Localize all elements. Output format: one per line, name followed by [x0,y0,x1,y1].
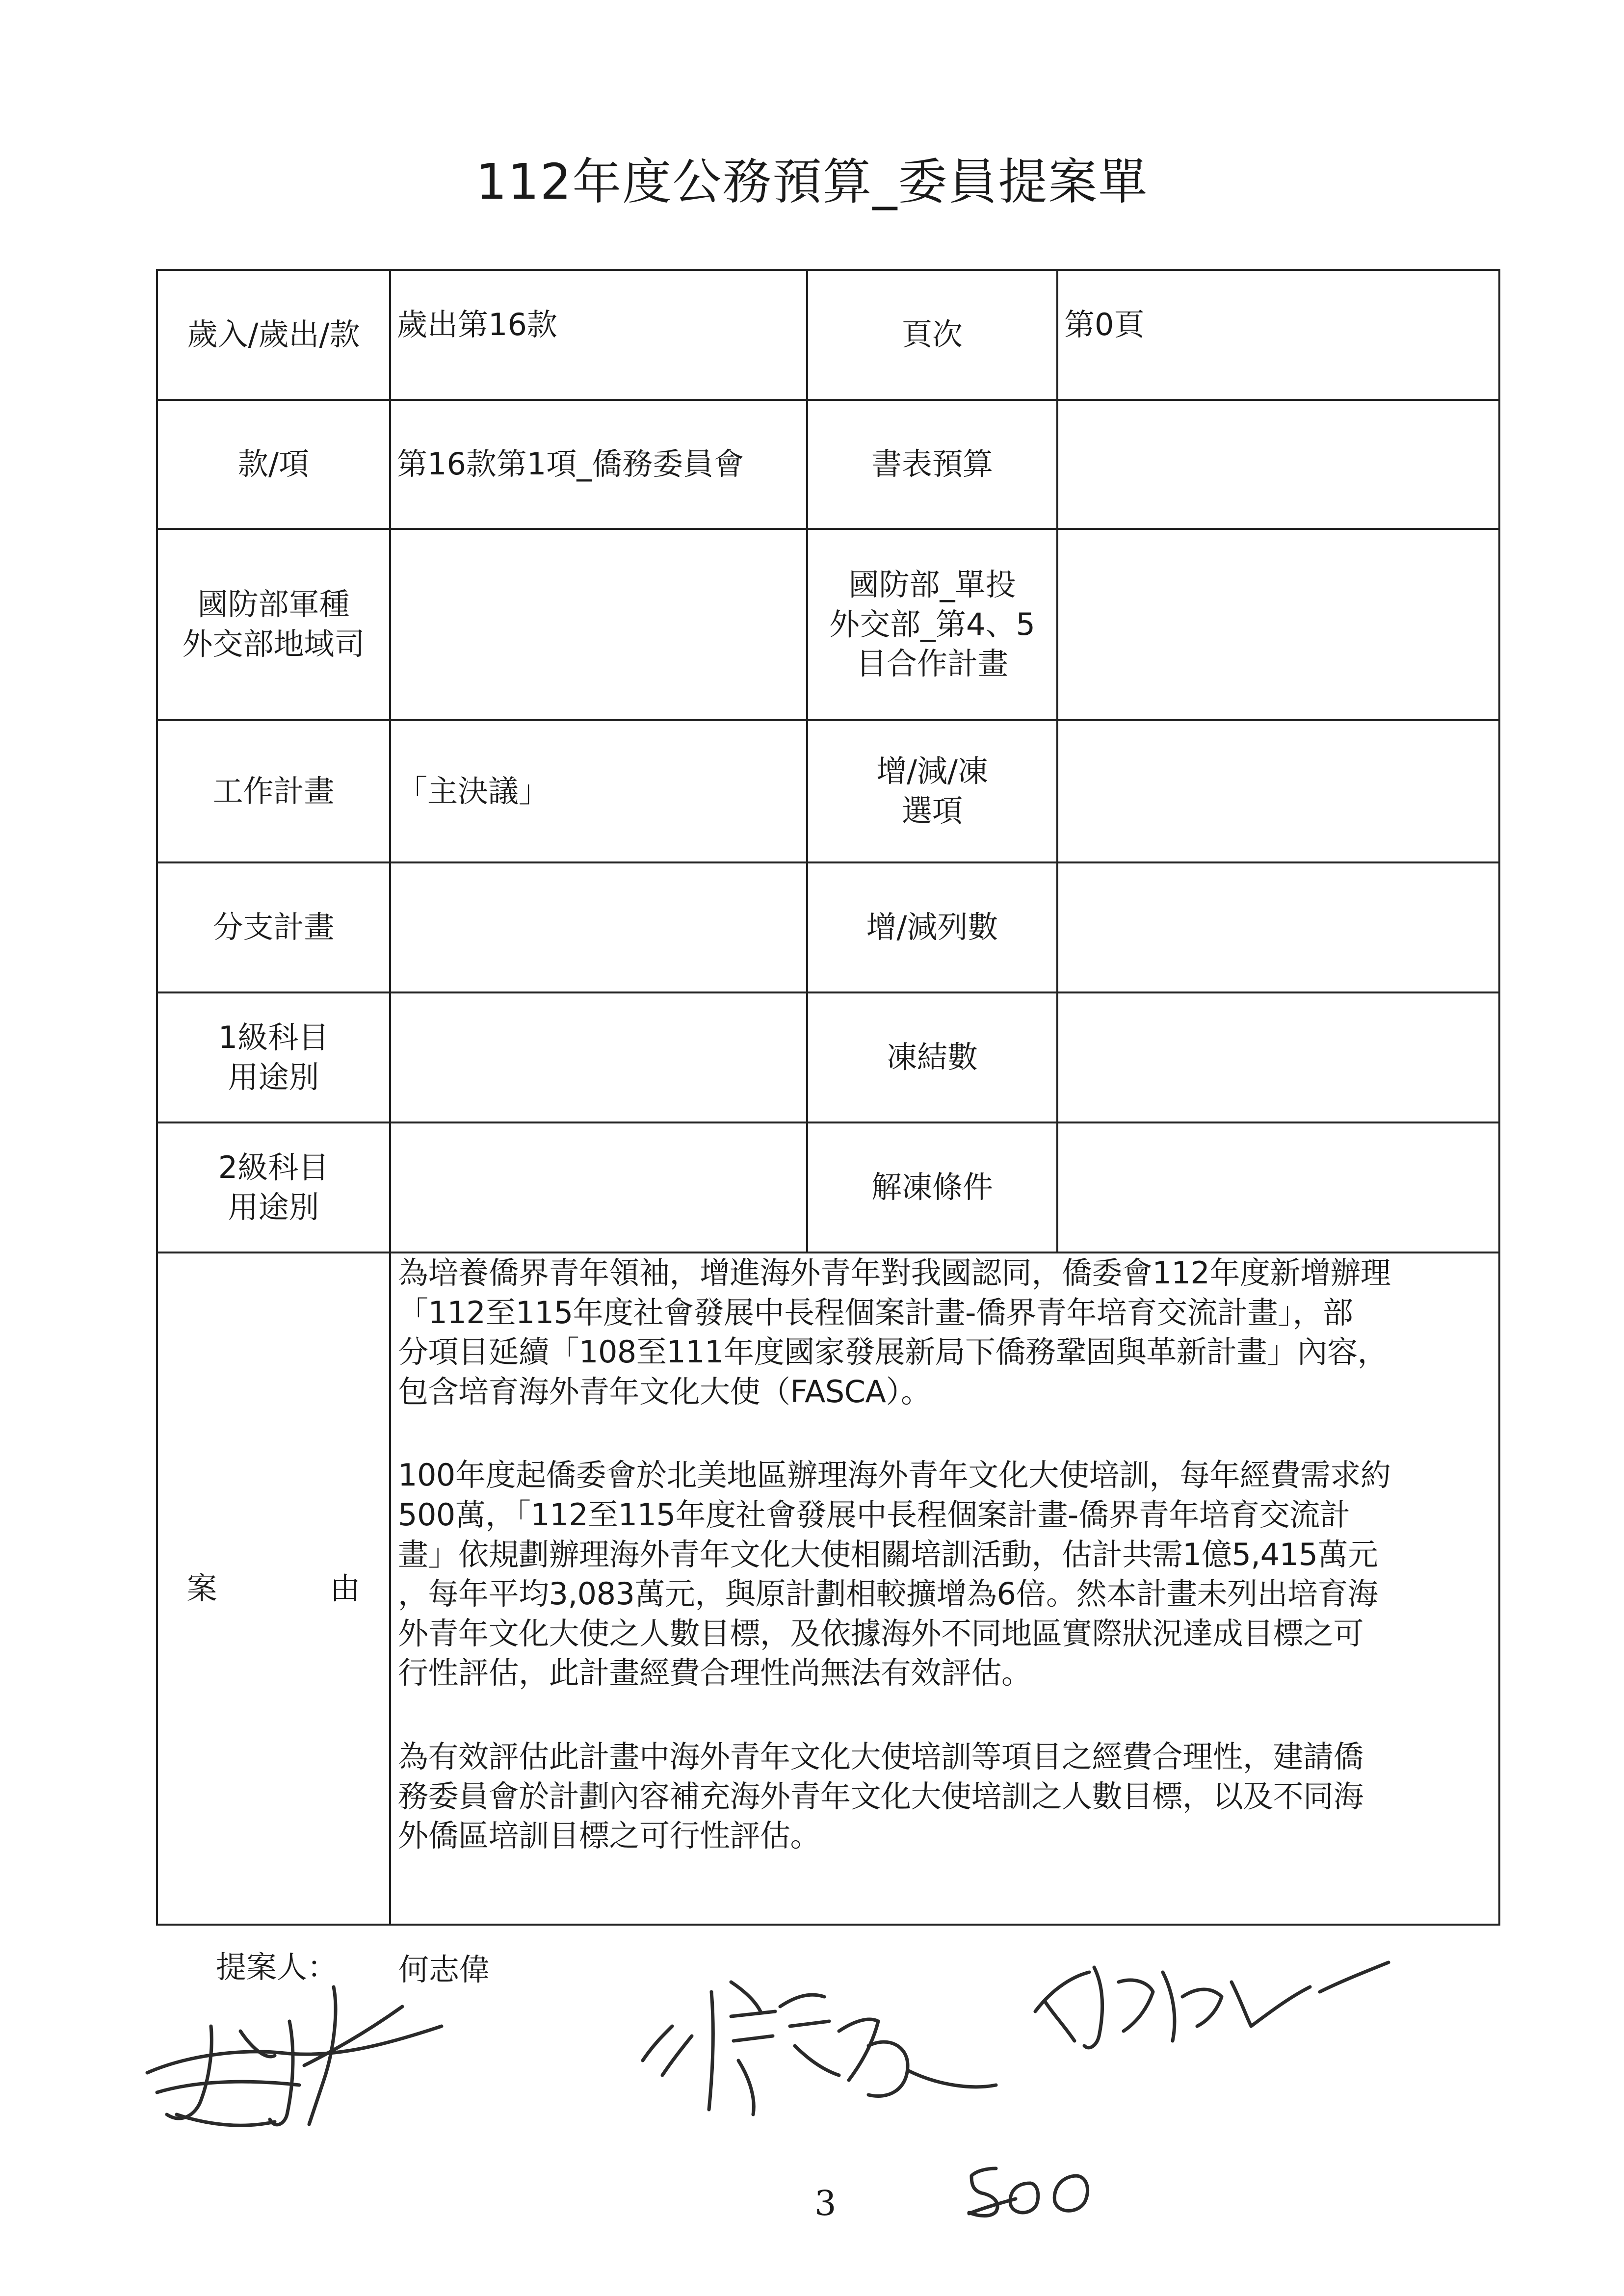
value-work-plan: 「主決議」 [390,720,807,862]
reason-paragraph-3: 為有效評估此計畫中海外青年文化大使培訓等項目之經費合理性，建請僑 務委員會於計劃內容補充海外青年文化大使培訓之人數目標，以及不同海 外僑區培訓目標之可行性評估。 [398,1738,1364,1854]
value-level2-subject [390,1122,807,1252]
value-level1-subject [390,992,807,1122]
label-level2-subject: 2級科目 用途別 [157,1122,390,1252]
value-defense-project [1057,529,1499,720]
signature-3 [1025,1943,1398,2070]
value-adjust-amount [1057,862,1499,992]
label-defense-project: 國防部_單投 外交部_第4、5 目合作計畫 [807,529,1057,720]
label-reason: 案 由 [157,1252,390,1925]
handwritten-number-500 [962,2154,1109,2227]
value-page: 第0頁 [1057,270,1499,400]
label-section: 款/項 [157,400,390,529]
signature-1 [128,1967,481,2144]
reason-paragraph-1: 為培養僑界青年領袖，增進海外青年對我國認同，僑委會112年度新增辦理 「112至115年度社會發展中長程個案計畫-僑界青年培育交流計畫」，部 分項目延續「108至111年度國家發展新局下僑務鞏固與革新計畫」內容， 包含培育海外青年文化大使（FASCA）。 [398,1255,1391,1409]
label-unfreeze-condition: 解凍條件 [807,1122,1057,1252]
form-title: 112年度公務預算_委員提案單 [475,153,1149,210]
value-category: 歲出第16款 [390,270,807,400]
row-section [157,400,1499,529]
proposer-name: 何志偉 [398,1952,490,1987]
value-defense-dept [390,529,807,720]
row-branch-plan [157,862,1499,992]
row-reason [157,1252,1499,1925]
signature-2 [633,1962,1006,2124]
reason-paragraph-2: 100年度起僑委會於北美地區辦理海外青年文化大使培訓，每年經費需求約 500萬，「112至115年度社會發展中長程個案計畫-僑界青年培育交流計 畫」依規劃辦理海外青年文化大使相關培訓活動，估計共需1億5,415萬元 ，每年平均3,083萬元，與原計劃相較擴增為6倍。然本計畫未列出培育海 外青年文化大使之人數目標，及依據海外不同地區實際狀況達成目標之可 行性評估，此計畫經費合理性尚無法有效評估。 [398,1457,1391,1691]
label-category: 歲入/歲出/款 [157,270,390,400]
label-adjust-amount: 增/減列數 [807,862,1057,992]
label-adjust-option: 增/減/凍 選項 [807,720,1057,862]
proposer-label: 提案人： [216,1949,338,1985]
label-page: 頁次 [807,270,1057,400]
reason-text [390,1252,1499,1925]
value-budget-table [1057,400,1499,529]
value-section: 第16款第1項_僑務委員會 [390,400,807,529]
value-frozen-amount [1057,992,1499,1122]
row-level1-subject [157,992,1499,1122]
label-level1-subject: 1級科目 用途別 [157,992,390,1122]
value-unfreeze-condition [1057,1122,1499,1252]
label-budget-table: 書表預算 [807,400,1057,529]
page-number: 3 [814,2183,837,2223]
row-category [157,270,1499,400]
value-adjust-option [1057,720,1499,862]
label-branch-plan: 分支計畫 [157,862,390,992]
label-frozen-amount: 凍結數 [807,992,1057,1122]
proposal-form-table [156,269,1500,1926]
label-defense-dept: 國防部軍種 外交部地域司 [157,529,390,720]
label-work-plan: 工作計畫 [157,720,390,862]
row-defense [157,529,1499,720]
row-level2-subject [157,1122,1499,1252]
value-branch-plan [390,862,807,992]
row-work-plan [157,720,1499,862]
